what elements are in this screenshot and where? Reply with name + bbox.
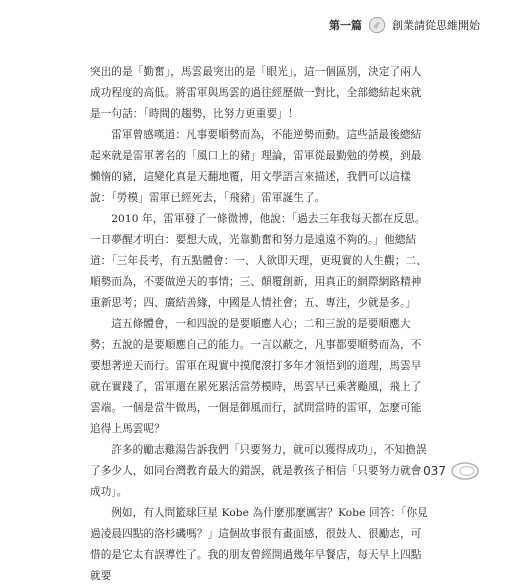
chapter-title: 創業請從思維開始 [392, 19, 480, 32]
paragraph-1: 突出的是「勤奮」，馬雲最突出的是「眼光」，這一個區別，決定了兩人成功程度的高低。將雷軍與馬雲的過往經歷做一對比，全部總結起來就是一句話：「時間的趨勢，比努力更重要」！ [90, 66, 422, 120]
paragraph-5: 許多的勵志雞湯告訴我們「只要努力，就可以獲得成功」，不知擔誤了多少人，如同台灣教育最大的錯誤，就是教孩子相信「只要努力就會成功」。 [90, 444, 427, 498]
paragraph-3: 2010 年，雷軍發了一條微博，他說：「過去三年我每天都在反思。一日夢醒才明白：要想大成，光靠勤奮和努力是遠遠不夠的。」他總結道：「三年長考，有五點體會：一、人欲即天理，更現實的人生觀；二、順勢而為，不要做逆天的事情；三、顛覆創新，用真正的網際網路精神重新思考；四、廣結善緣，中國是人情社會；五、專注，少就是多。」 [90, 213, 427, 309]
chapter-label: 第一篇 [329, 19, 362, 32]
page-corner-mark-icon [450, 460, 480, 482]
page-number: 037 [423, 464, 446, 478]
running-header [329, 14, 480, 36]
paragraph-6: 例如，有人問籃球巨星 Kobe 為什麼那麼厲害？Kobe 回答：「你見過凌晨四點的洛杉磯嗎？」這個故事很有畫面感，很鼓人、很勵志，可惜的是它太有誤導性了。我的朋友曾經開過幾年早餐店，每天早上四點就要 [90, 507, 428, 582]
paragraph-4: 這五條體會，一和四說的是要順應人心；二和三說的是要順應大勢；五說的是要順應自己的能力。一言以蔽之，凡事都要順勢而為，不要想著逆天而行。雷軍在現實中摸爬滾打多年才領悟到的道理，馬雲早就在實踐了，雷軍還在累死累活當勞模時，馬雲早已乘著颱風，飛上了雲端。一個是當牛做馬，一個是御風而行，試問當時的雷軍，怎麼可能追得上馬雲呢？ [90, 318, 422, 435]
page-footer [423, 460, 480, 482]
paragraph-2: 雷軍曾感嘆道：凡事要順勢而為，不能逆勢而動。這些話最後總結起來就是雷軍著名的「風口上的豬」理論，雷軍從最勤勉的勞模，到最懶惰的豬，這變化真是天翻地覆，用文學語言來描述，我們可以這樣說：「勞模」雷軍已經死去，「飛豬」雷軍誕生了。 [90, 129, 422, 204]
chapter-emblem-icon [368, 16, 386, 34]
body-text [90, 62, 428, 587]
